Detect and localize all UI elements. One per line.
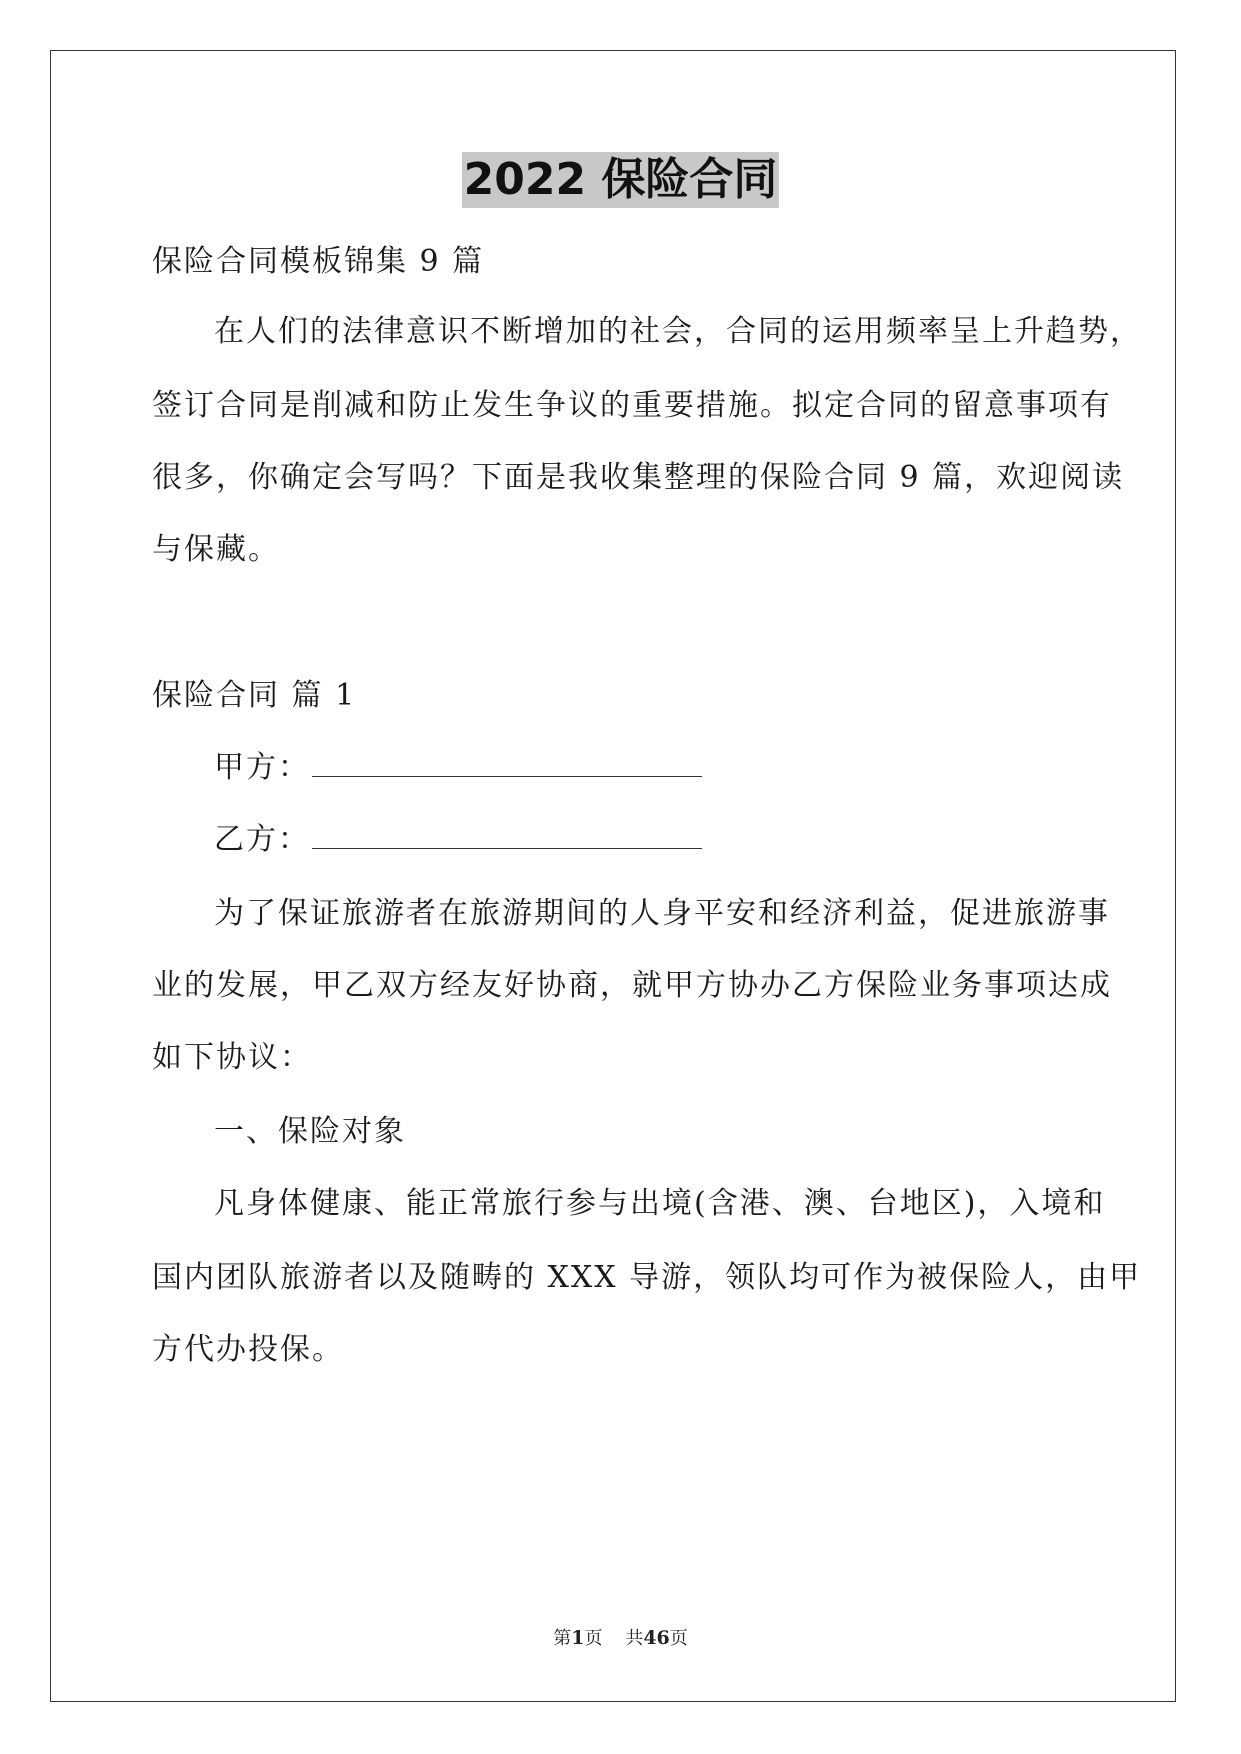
page-footer [0, 1624, 1241, 1650]
footer-prefix: 第 [553, 1628, 572, 1649]
party-b-label: 乙方： [214, 822, 310, 857]
clause-1-heading: 一、保险对象 [214, 1114, 406, 1149]
intro-line-3: 很多，你确定会写吗？下面是我收集整理的保险合同 9 篇，欢迎阅读 [152, 460, 1125, 495]
intro-line-2: 签订合同是削减和防止发生争议的重要措施。拟定合同的留意事项有 [152, 388, 1112, 423]
party-a-blank[interactable] [312, 750, 702, 777]
clause-1-line-3: 方代办投保。 [152, 1332, 344, 1367]
subtitle: 保险合同模板锦集 9 篇 [152, 244, 485, 279]
clause-1-line-2: 国内团队旅游者以及随畴的 XXX 导游，领队均可作为被保险人，由甲 [152, 1260, 1142, 1295]
clause-1-line-1: 凡身体健康、能正常旅行参与出境(含港、澳、台地区)，入境和 [214, 1186, 1106, 1221]
title-container [0, 152, 1241, 208]
footer-mid: 页 共 [584, 1628, 644, 1649]
page-border [50, 50, 1176, 1702]
footer-current-page: 1 [571, 1627, 585, 1649]
party-a-label: 甲方： [214, 750, 310, 785]
party-b-blank[interactable] [312, 822, 702, 849]
section-heading: 保险合同 篇 1 [152, 678, 357, 713]
purpose-line-3: 如下协议： [152, 1040, 312, 1075]
party-b-row [214, 820, 702, 860]
document-title: 2022 保险合同 [462, 152, 780, 208]
intro-line-4: 与保藏。 [152, 532, 280, 567]
party-a-row [214, 748, 702, 788]
purpose-line-2: 业的发展，甲乙双方经友好协商，就甲方协办乙方保险业务事项达成 [152, 968, 1112, 1003]
intro-line-1: 在人们的法律意识不断增加的社会，合同的运用频率呈上升趋势， [214, 314, 1142, 349]
purpose-line-1: 为了保证旅游者在旅游期间的人身平安和经济利益，促进旅游事 [214, 896, 1110, 931]
footer-suffix: 页 [669, 1628, 688, 1649]
footer-total-pages: 46 [643, 1627, 670, 1649]
